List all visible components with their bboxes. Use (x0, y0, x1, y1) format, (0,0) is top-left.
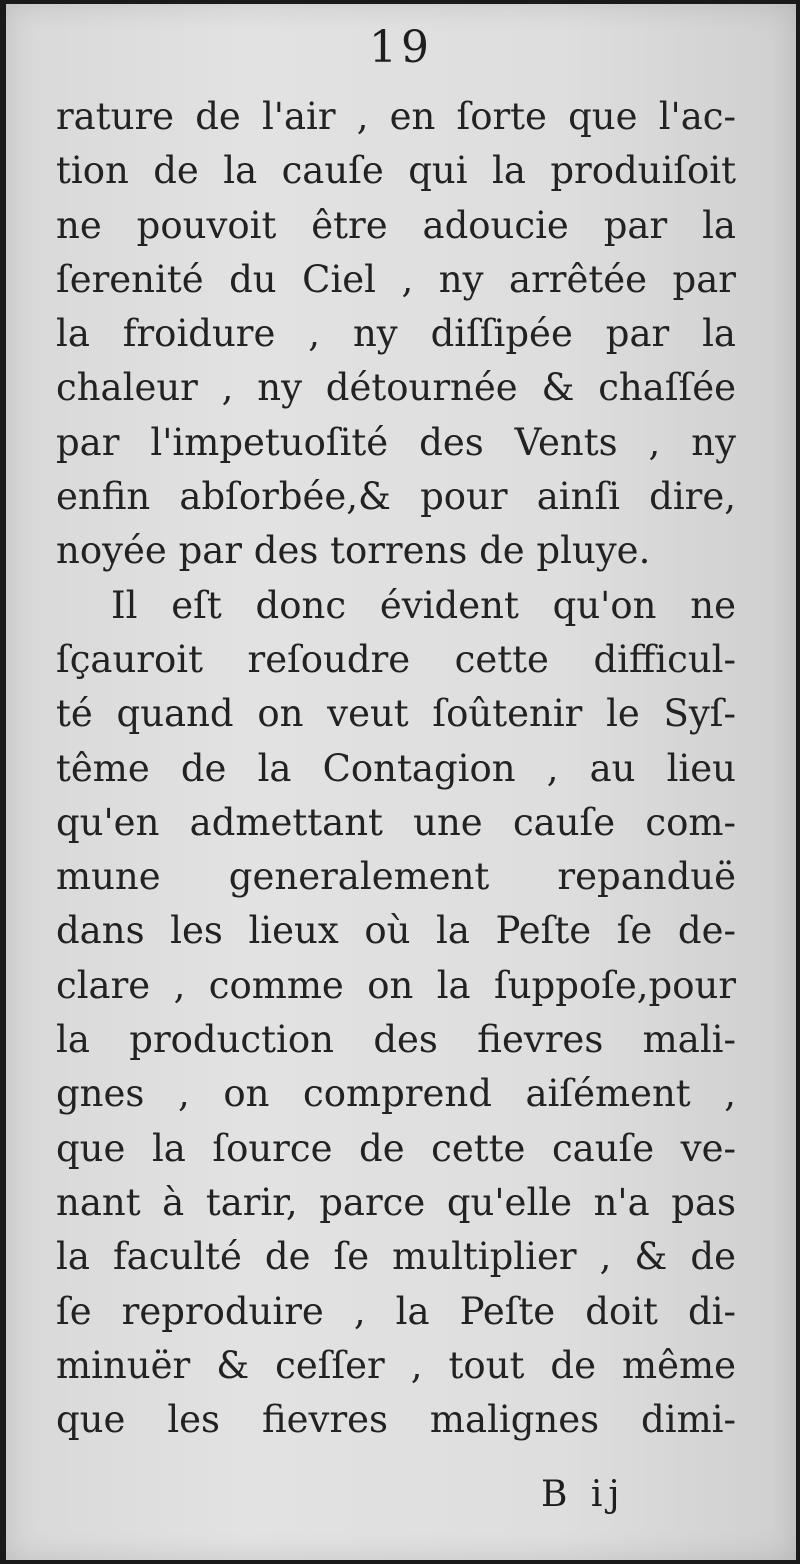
page-number: 19 (369, 22, 433, 73)
text-line: enfin abſorbée,& pour ainſi dire, (56, 475, 736, 519)
text-line: par l'impetuoſité des Vents , ny (56, 420, 736, 464)
body-text (56, 90, 736, 1447)
text-line: qu'en admettant une cauſe com- (56, 800, 736, 844)
text-line: minuër & ceſſer , tout de même (56, 1343, 736, 1387)
text-line: noyée par des torrens de pluye. (56, 529, 651, 573)
signature-mark: B ij (541, 1474, 626, 1515)
book-page (6, 4, 796, 1560)
text-line: que la ſource de cette cauſe ve- (56, 1126, 736, 1170)
text-line: tion de la cauſe qui la produiſoit (56, 149, 736, 193)
text-line: clare , comme on la ſuppoſe,pour (56, 963, 736, 1007)
text-line: rature de l'air , en ſorte que l'ac- (56, 95, 736, 138)
text-line: gnes , on comprend aiſément , (56, 1072, 736, 1116)
text-line: chaleur , ny détournée & chaſſée (56, 366, 736, 410)
text-line: té quand on veut ſoûtenir le Syſ- (56, 692, 736, 736)
text-line: ſe reproduire , la Peſte doit di- (56, 1289, 736, 1333)
text-line: mune generalement repanduë (56, 855, 736, 899)
text-line: nant à tarir, parce qu'elle n'a pas (56, 1180, 736, 1224)
text-line: la production des fievres mali- (56, 1018, 736, 1062)
text-line: la faculté de ſe multiplier , & de (56, 1235, 736, 1279)
text-line: dans les lieux où la Peſte ſe de- (56, 909, 736, 953)
text-line: tême de la Contagion , au lieu (56, 746, 736, 790)
text-line: la froidure , ny diſſipée par la (56, 312, 736, 356)
text-line: ſçauroit reſoudre cette difficul- (56, 637, 736, 681)
text-line: que les fievres malignes dimi- (56, 1398, 736, 1442)
text-line: ne pouvoit être adoucie par la (56, 203, 736, 247)
text-line: ſerenité du Ciel , ny arrêtée par (56, 257, 736, 301)
paragraph-first-line: Il eſt donc évident qu'on ne (111, 583, 736, 627)
